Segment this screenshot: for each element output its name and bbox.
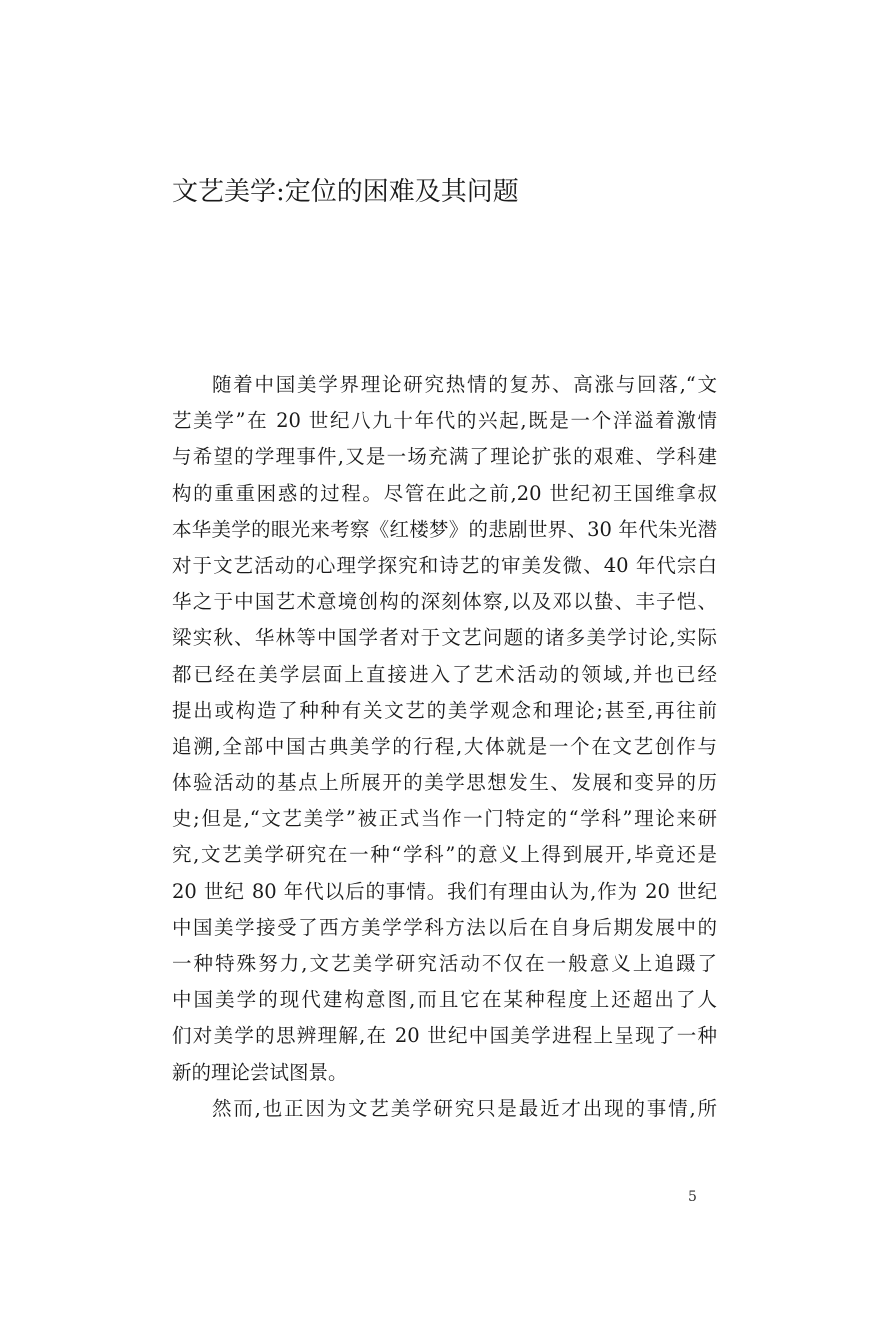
text-line: 史;但是,“文艺美学”被正式当作一门特定的“学科”理论来研 xyxy=(172,807,717,831)
text-line: 然而,也正因为文艺美学研究只是最近才出现的事情,所 xyxy=(212,1096,717,1120)
text-line: 对于文艺活动的心理学探究和诗艺的审美发微、40 年代宗白 xyxy=(172,553,717,577)
text-line: 追溯,全部中国古典美学的行程,大体就是一个在文艺创作与 xyxy=(172,734,717,758)
text-line: 构的重重困惑的过程。尽管在此之前,20 世纪初王国维拿叔 xyxy=(172,481,717,505)
text-line: 梁实秋、华林等中国学者对于文艺问题的诸多美学讨论,实际 xyxy=(172,626,717,650)
text-line: 本华美学的眼光来考察《红楼梦》的悲剧世界、30 年代朱光潜 xyxy=(172,517,717,541)
text-line: 中国美学的现代建构意图,而且它在某种程度上还超出了人 xyxy=(172,988,717,1012)
text-line: 都已经在美学层面上直接进入了艺术活动的领域,并也已经 xyxy=(172,662,717,686)
text-line: 随着中国美学界理论研究热情的复苏、高涨与回落,“文 xyxy=(212,373,717,396)
page-number: 5 xyxy=(688,1189,697,1205)
text-line: 艺美学”在 20 世纪八九十年代的兴起,既是一个洋溢着激情 xyxy=(172,409,717,433)
text-line: 提出或构造了种种有关文艺的美学观念和理论;甚至,再往前 xyxy=(172,698,717,722)
text-line: 中国美学接受了西方美学学科方法以后在自身后期发展中的 xyxy=(172,915,717,939)
text-line: 体验活动的基点上所展开的美学思想发生、发展和变异的历 xyxy=(172,771,717,795)
text-line: 华之于中国艺术意境创构的深刻体察,以及邓以蛰、丰子恺、 xyxy=(172,590,717,614)
text-line: 与希望的学理事件,又是一场充满了理论扩张的艰难、学科建 xyxy=(172,445,717,469)
chapter-title: 文艺美学:定位的困难及其问题 xyxy=(172,177,519,207)
text-line: 们对美学的思辨理解,在 20 世纪中国美学进程上呈现了一种 xyxy=(172,1024,717,1048)
text-line: 新的理论尝试图景。 xyxy=(172,1060,348,1084)
text-line: 究,文艺美学研究在一种“学科”的意义上得到展开,毕竟还是 xyxy=(172,843,717,867)
body-text xyxy=(172,367,717,1127)
text-line: 20 世纪 80 年代以后的事情。我们有理由认为,作为 20 世纪 xyxy=(172,879,717,903)
text-line: 一种特殊努力,文艺美学研究活动不仅在一般意义上追蹑了 xyxy=(172,952,717,975)
